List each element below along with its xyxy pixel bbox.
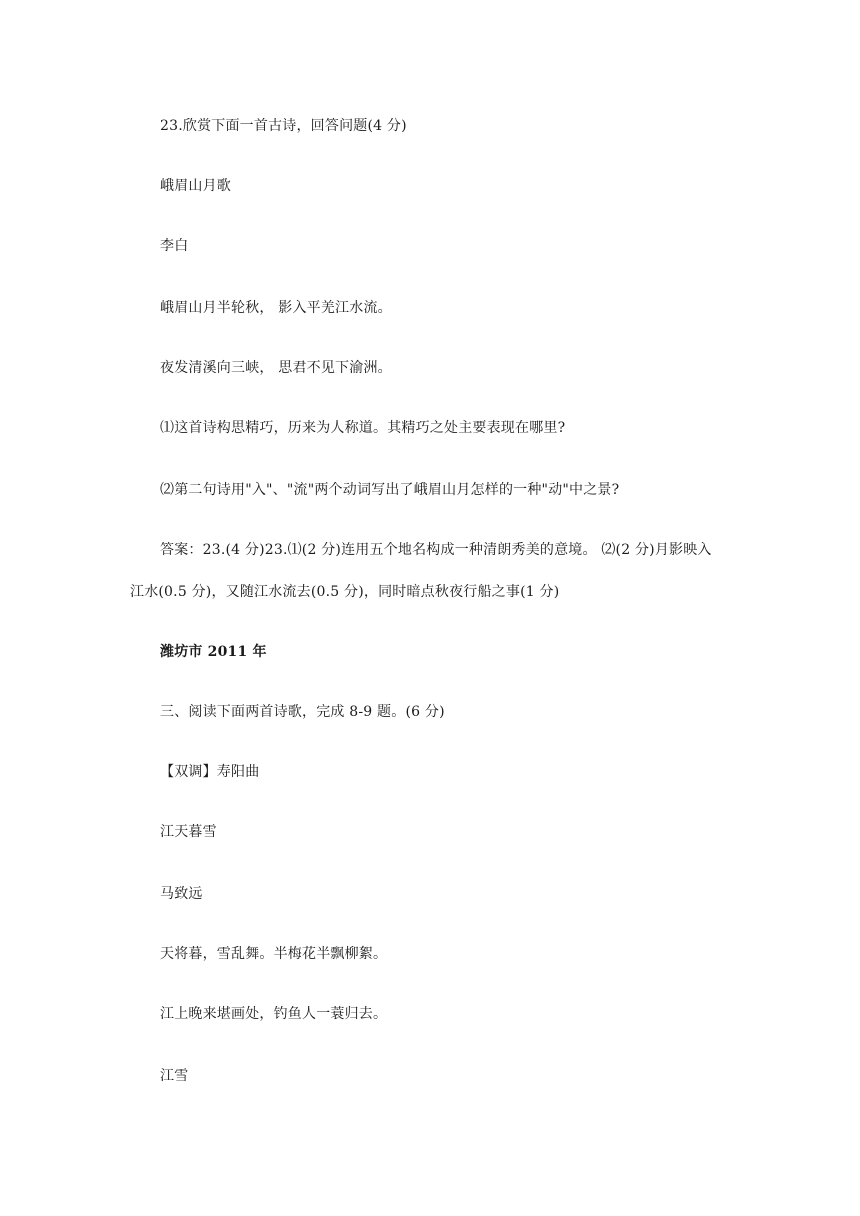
poem-line-1: 峨眉山月半轮秋， 影入平羌江水流。 xyxy=(160,300,392,316)
section-3-instruction: 三、阅读下面两首诗歌，完成 8-9 题。(6 分) xyxy=(160,704,445,720)
qu-author: 马致远 xyxy=(160,886,203,902)
answer-line-2: 江水(0.5 分)，又随江水流去(0.5 分)，同时暗点秋夜行船之事(1 分) xyxy=(130,584,560,600)
poem-author: 李白 xyxy=(160,238,189,254)
sub-question-2: ⑵第二句诗用"入"、"流"两个动词写出了峨眉山月怎样的一种"动"中之景? xyxy=(160,482,620,498)
second-poem-title: 江雪 xyxy=(160,1068,189,1084)
qu-title: 【双调】寿阳曲 xyxy=(160,764,260,780)
poem-line-2: 夜发清溪向三峡， 思君不见下渝洲。 xyxy=(160,360,392,376)
answer-line-1: 答案：23.(4 分)23.⑴(2 分)连用五个地名构成一种清朗秀美的意境。 ⑵(2 分)月影映入 xyxy=(160,542,712,558)
sub-question-1: ⑴这首诗构思精巧，历来为人称道。其精巧之处主要表现在哪里? xyxy=(160,420,566,436)
question-23-heading: 23.欣赏下面一首古诗，回答问题(4 分) xyxy=(160,118,407,134)
poem-title: 峨眉山月歌 xyxy=(160,178,231,194)
section-heading-weifang-2011: 潍坊市 2011 年 xyxy=(160,644,267,660)
qu-line-2: 江上晚来堪画处，钓鱼人一蓑归去。 xyxy=(160,1006,388,1022)
qu-subtitle: 江天暮雪 xyxy=(160,824,217,840)
qu-line-1: 天将暮，雪乱舞。半梅花半飘柳絮。 xyxy=(160,946,388,962)
